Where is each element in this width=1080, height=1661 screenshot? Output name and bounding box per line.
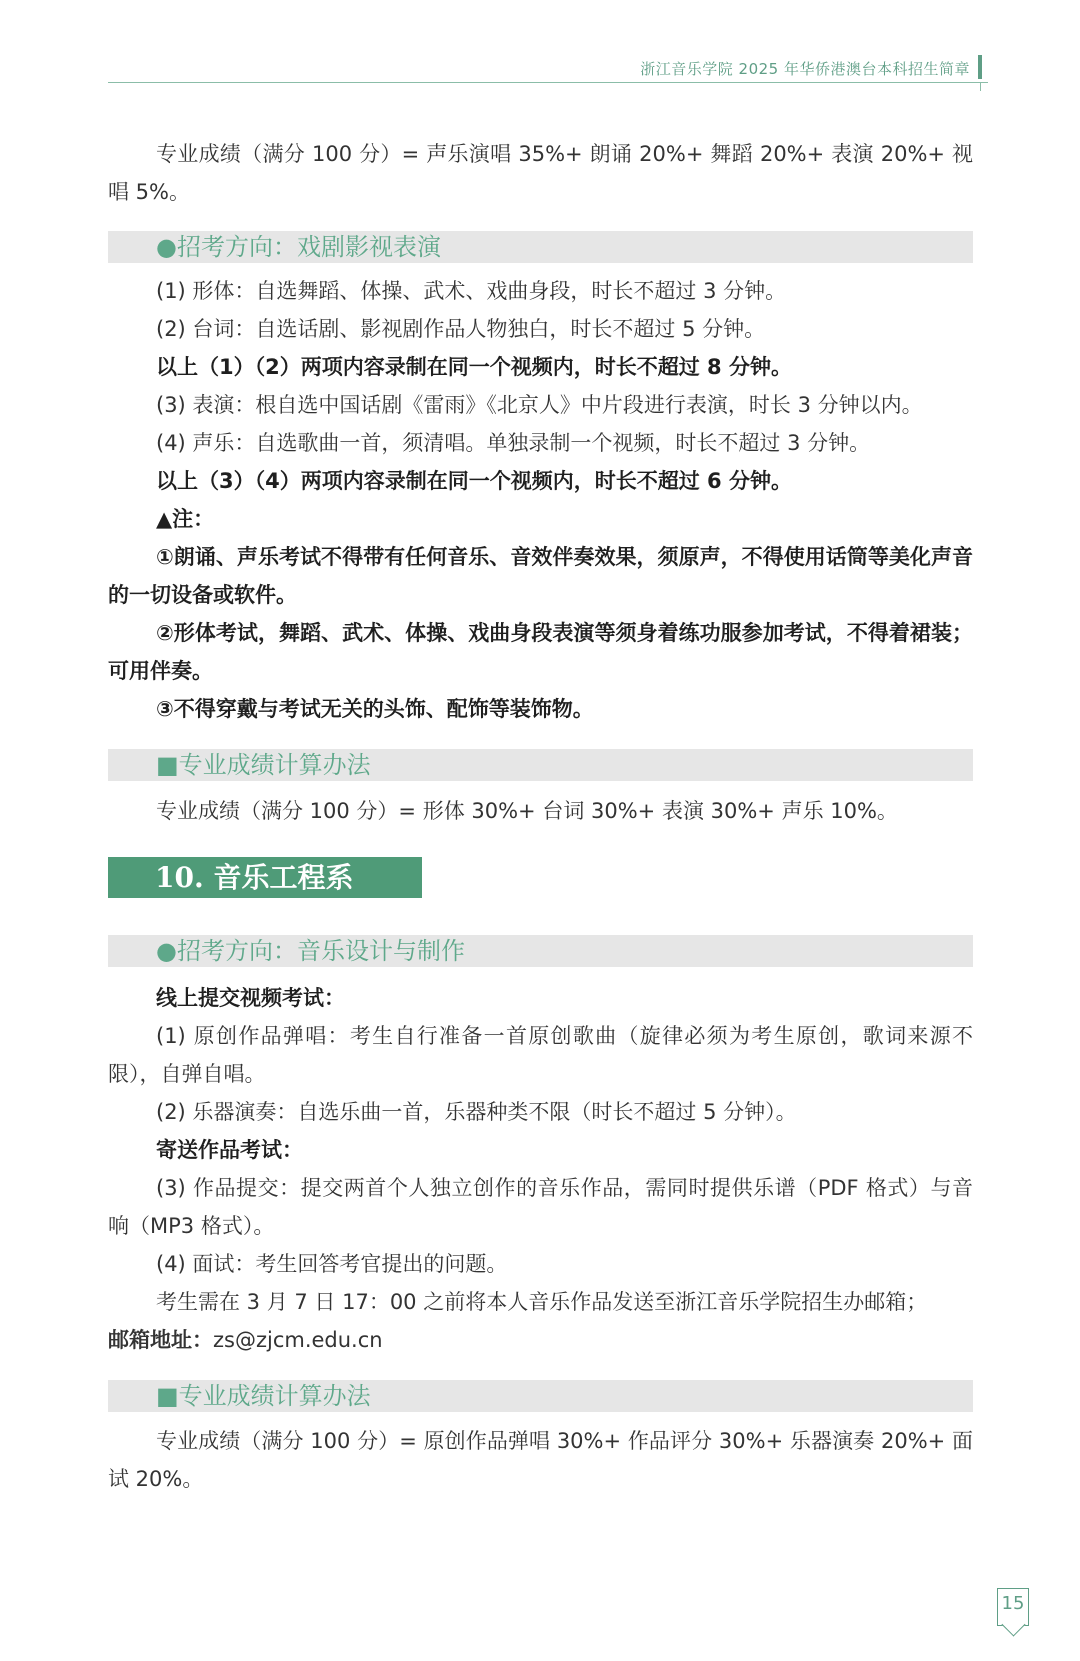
drama-item-2: (2) 台词：自选话剧、影视剧作品人物独白，时长不超过 5 分钟。 (156, 317, 766, 341)
drama-direction-heading: ●招考方向：戏剧影视表演 (108, 231, 973, 263)
mail-exam-label: 寄送作品考试： (156, 1138, 303, 1162)
drama-item-4: (4) 声乐：自选歌曲一首，须清唱。单独录制一个视频，时长不超过 3 分钟。 (156, 431, 871, 455)
intro-score-formula: 专业成绩（满分 100 分）= 声乐演唱 35%+ 朗诵 20%+ 舞蹈 20%+ 表演 20%+ 视唱 5%。 (108, 142, 973, 204)
email-address[interactable]: zs@zjcm.edu.cn (213, 1328, 383, 1352)
music-item-3: (3) 作品提交：提交两首个人独立创作的音乐作品，需同时提供乐谱（PDF 格式）与音响（MP3 格式）。 (108, 1176, 973, 1238)
drama-note-2: ②形体考试，舞蹈、武术、体操、戏曲身段表演等须身着练功服参加考试，不得着裙装；可用伴奏。 (108, 621, 973, 683)
header-accent-bar (978, 55, 982, 79)
drama-note-3: ③不得穿戴与考试无关的头饰、配饰等装饰物。 (156, 697, 594, 721)
email-label: 邮箱地址： (108, 1328, 213, 1352)
drama-note-label: ▲注： (156, 507, 215, 531)
drama-note-1-2: 以上（1）（2）两项内容录制在同一个视频内，时长不超过 8 分钟。 (156, 355, 792, 379)
running-header: 浙江音乐学院 2025 年华侨港澳台本科招生简章 (640, 60, 970, 78)
drama-item-1: (1) 形体：自选舞蹈、体操、武术、戏曲身段，时长不超过 3 分钟。 (156, 279, 787, 303)
section-10-title: 10. 音乐工程系 (108, 857, 422, 898)
drama-item-3: (3) 表演：根自选中国话剧《雷雨》《北京人》中片段进行表演，时长 3 分钟以内。 (156, 393, 923, 417)
online-exam-label: 线上提交视频考试： (156, 986, 345, 1010)
music-item-4: (4) 面试：考生回答考官提出的问题。 (156, 1252, 508, 1276)
drama-note-3-4: 以上（3）（4）两项内容录制在同一个视频内，时长不超过 6 分钟。 (156, 469, 792, 493)
drama-score-heading: ■专业成绩计算办法 (108, 749, 973, 781)
header-divider-tick (980, 82, 981, 91)
music-score-formula: 专业成绩（满分 100 分）= 原创作品弹唱 30%+ 作品评分 30%+ 乐器演奏 20%+ 面试 20%。 (108, 1429, 973, 1491)
page-number: 15 (997, 1588, 1029, 1626)
music-item-1: (1) 原创作品弹唱：考生自行准备一首原创歌曲（旋律必须为考生原创，歌词来源不限），自弹自唱。 (108, 1024, 973, 1086)
drama-note-1: ①朗诵、声乐考试不得带有任何音乐、音效伴奏效果，须原声，不得使用话筒等美化声音的一切设备或软件。 (108, 545, 973, 607)
header-divider (108, 82, 988, 83)
music-direction-heading: ●招考方向：音乐设计与制作 (108, 935, 973, 967)
drama-score-formula: 专业成绩（满分 100 分）= 形体 30%+ 台词 30%+ 表演 30%+ 声乐 10%。 (156, 799, 898, 823)
music-score-heading: ■专业成绩计算办法 (108, 1380, 973, 1412)
submission-deadline: 考生需在 3 月 7 日 17：00 之前将本人音乐作品发送至浙江音乐学院招生办邮箱； (156, 1290, 928, 1314)
email-line (108, 1321, 973, 1359)
music-item-2: (2) 乐器演奏：自选乐曲一首，乐器种类不限（时长不超过 5 分钟）。 (156, 1100, 797, 1124)
